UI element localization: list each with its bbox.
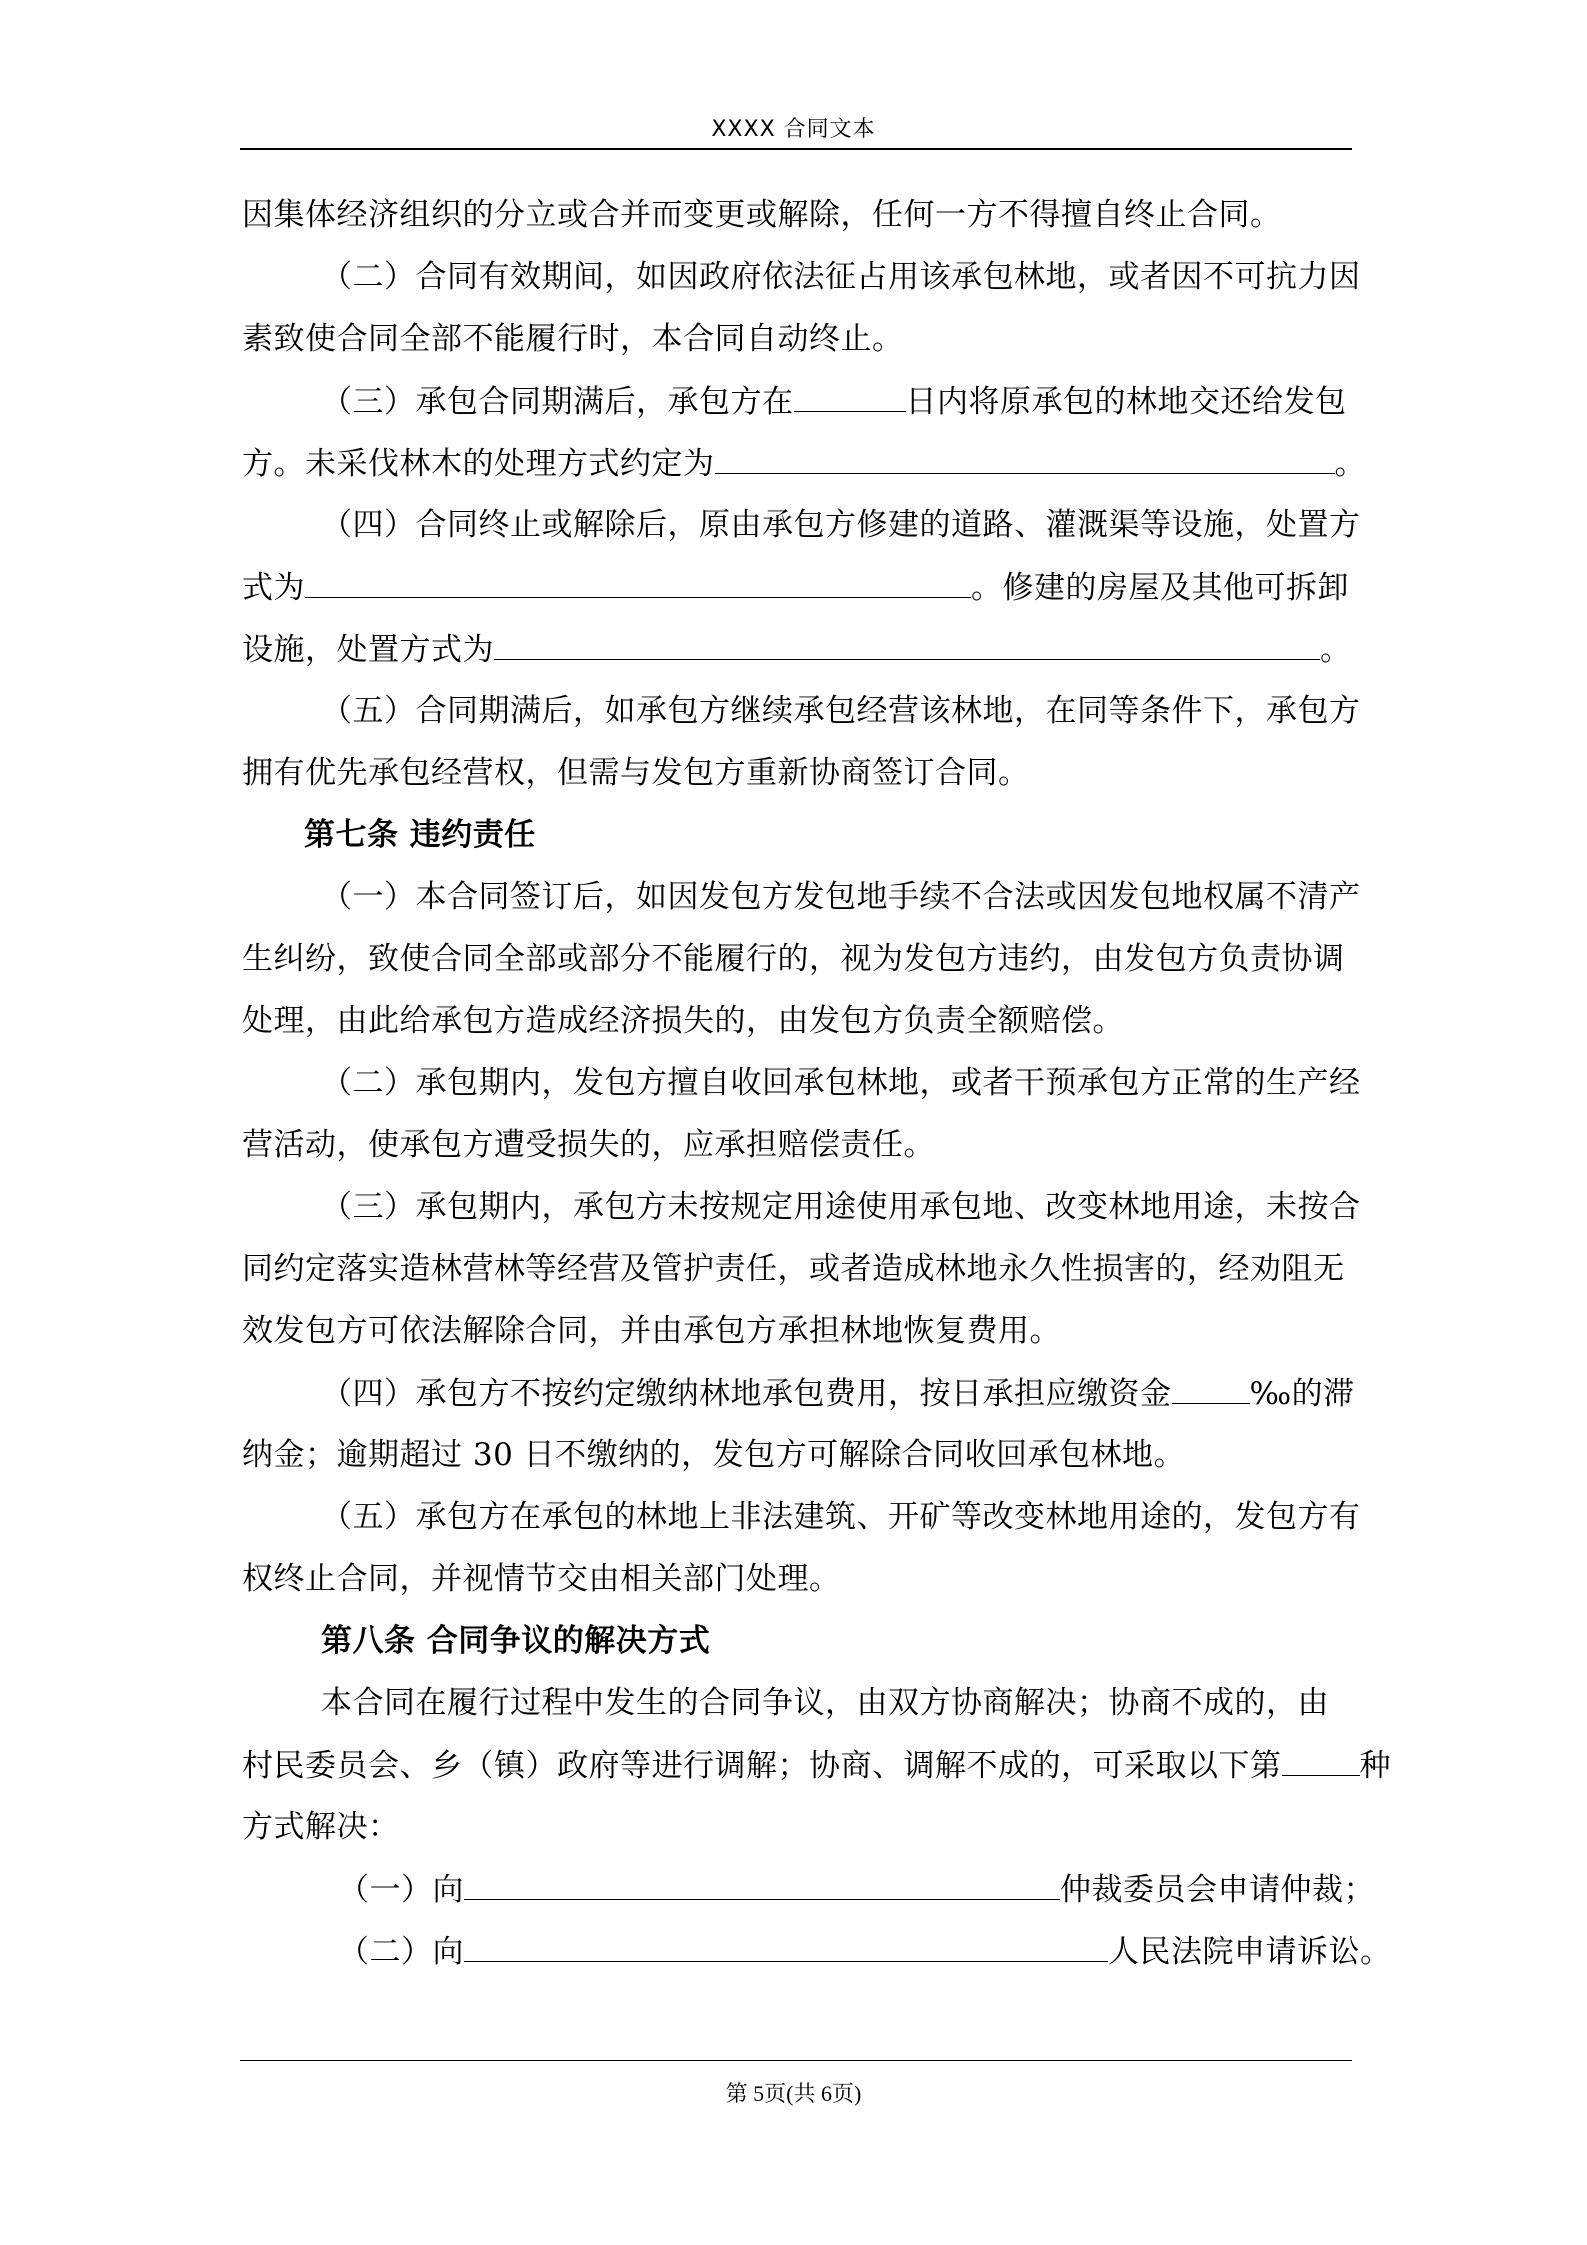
text-line: 权终止合同，并视情节交由相关部门处理。 bbox=[242, 1561, 841, 1597]
line-text-after: 仲裁委员会申请仲裁； bbox=[1060, 1872, 1375, 1908]
text-line: （五）承包方在承包的林地上非法建筑、开矿等改变林地用途的，发包方有 bbox=[321, 1499, 1361, 1535]
text-line: 营活动，使承包方遭受损失的，应承担赔偿责任。 bbox=[242, 1127, 935, 1163]
header-rule bbox=[240, 148, 1352, 150]
text-line: 本合同在履行过程中发生的合同争议，由双方协商解决；协商不成的，由 bbox=[321, 1685, 1329, 1721]
text-line: 方式解决： bbox=[242, 1809, 400, 1845]
line-text-after: ‰的滞 bbox=[1249, 1376, 1355, 1412]
section-heading-article-7: 第七条 违约责任 bbox=[304, 817, 536, 853]
footer-rule bbox=[240, 2060, 1352, 2061]
page-header-title: XXXX 合同文本 bbox=[711, 117, 876, 142]
fill-blank-days[interactable] bbox=[794, 379, 906, 412]
section-heading-article-8: 第八条 合同争议的解决方式 bbox=[321, 1623, 711, 1659]
text-line: 生纠纷，致使合同全部或部分不能履行的，视为发包方违约，由发包方负责协调 bbox=[242, 941, 1345, 977]
text-line bbox=[242, 627, 1352, 671]
line-text-before: 式为 bbox=[242, 570, 305, 606]
text-line: （四）合同终止或解除后，原由承包方修建的道路、灌溉渠等设施，处置方 bbox=[321, 507, 1361, 543]
line-text-before: （三）承包合同期满后，承包方在 bbox=[321, 384, 794, 420]
text-line: 效发包方可依法解除合同，并由承包方承担林地恢复费用。 bbox=[242, 1313, 1061, 1349]
line-text-after: 种 bbox=[1359, 1748, 1391, 1784]
text-line: 同约定落实造林营林等经营及管护责任，或者造成林地永久性损害的，经劝阻无 bbox=[242, 1251, 1345, 1287]
line-text-after: 。 bbox=[1320, 632, 1352, 668]
text-line: 素致使合同全部不能履行时，本合同自动终止。 bbox=[242, 321, 904, 357]
fill-blank-court[interactable] bbox=[464, 1929, 1108, 1962]
fill-blank-building-handling[interactable] bbox=[494, 627, 1320, 660]
text-line: 拥有优先承包经营权，但需与发包方重新协商签订合同。 bbox=[242, 755, 1030, 791]
line-text-after: 人民法院申请诉讼。 bbox=[1108, 1934, 1392, 1970]
text-line bbox=[321, 1371, 1355, 1415]
line-text-after: 日内将原承包的林地交还给发包 bbox=[905, 384, 1347, 420]
text-line bbox=[242, 565, 1349, 609]
text-line: 处理，由此给承包方造成经济损失的，由发包方负责全额赔偿。 bbox=[242, 1003, 1124, 1039]
line-text-before: 设施，处置方式为 bbox=[242, 632, 494, 668]
text-line: （三）承包期内，承包方未按规定用途使用承包地、改变林地用途，未按合 bbox=[321, 1189, 1361, 1225]
text-line bbox=[242, 1743, 1391, 1787]
text-line bbox=[321, 379, 1347, 423]
text-line: （二）承包期内，发包方擅自收回承包林地，或者干预承包方正常的生产经 bbox=[321, 1065, 1361, 1101]
text-line bbox=[338, 1867, 1375, 1911]
text-line: （一）本合同签订后，如因发包方发包地手续不合法或因发包地权属不清产 bbox=[321, 879, 1361, 915]
line-text-before: 村民委员会、乡（镇）政府等进行调解；协商、调解不成的，可采取以下第 bbox=[242, 1748, 1282, 1784]
fill-blank-option-number[interactable] bbox=[1282, 1743, 1360, 1776]
text-line: （五）合同期满后，如承包方继续承包经营该林地，在同等条件下，承包方 bbox=[321, 693, 1361, 729]
page-number: 第 5页(共 6页) bbox=[725, 2081, 862, 2106]
fill-blank-facility-handling[interactable] bbox=[305, 565, 971, 598]
fill-blank-penalty-rate[interactable] bbox=[1172, 1371, 1250, 1404]
fill-blank-arbitration-commission[interactable] bbox=[464, 1867, 1060, 1900]
fill-blank-timber-handling[interactable] bbox=[715, 441, 1335, 474]
text-line bbox=[338, 1929, 1392, 1973]
line-text-after: 。修建的房屋及其他可拆卸 bbox=[971, 570, 1349, 606]
text-line bbox=[242, 441, 1366, 485]
line-text-before: （二）向 bbox=[338, 1934, 464, 1970]
text-line: 因集体经济组织的分立或合并而变更或解除，任何一方不得擅自终止合同。 bbox=[242, 197, 1282, 233]
line-text-after: 。 bbox=[1334, 446, 1366, 482]
line-text-before: 方。未采伐林木的处理方式约定为 bbox=[242, 446, 715, 482]
line-text-before: （四）承包方不按约定缴纳林地承包费用，按日承担应缴资金 bbox=[321, 1376, 1172, 1412]
text-line: （二）合同有效期间，如因政府依法征占用该承包林地，或者因不可抗力因 bbox=[321, 259, 1361, 295]
text-line: 纳金；逾期超过 30 日不缴纳的，发包方可解除合同收回承包林地。 bbox=[242, 1437, 1186, 1473]
line-text-before: （一）向 bbox=[338, 1872, 464, 1908]
